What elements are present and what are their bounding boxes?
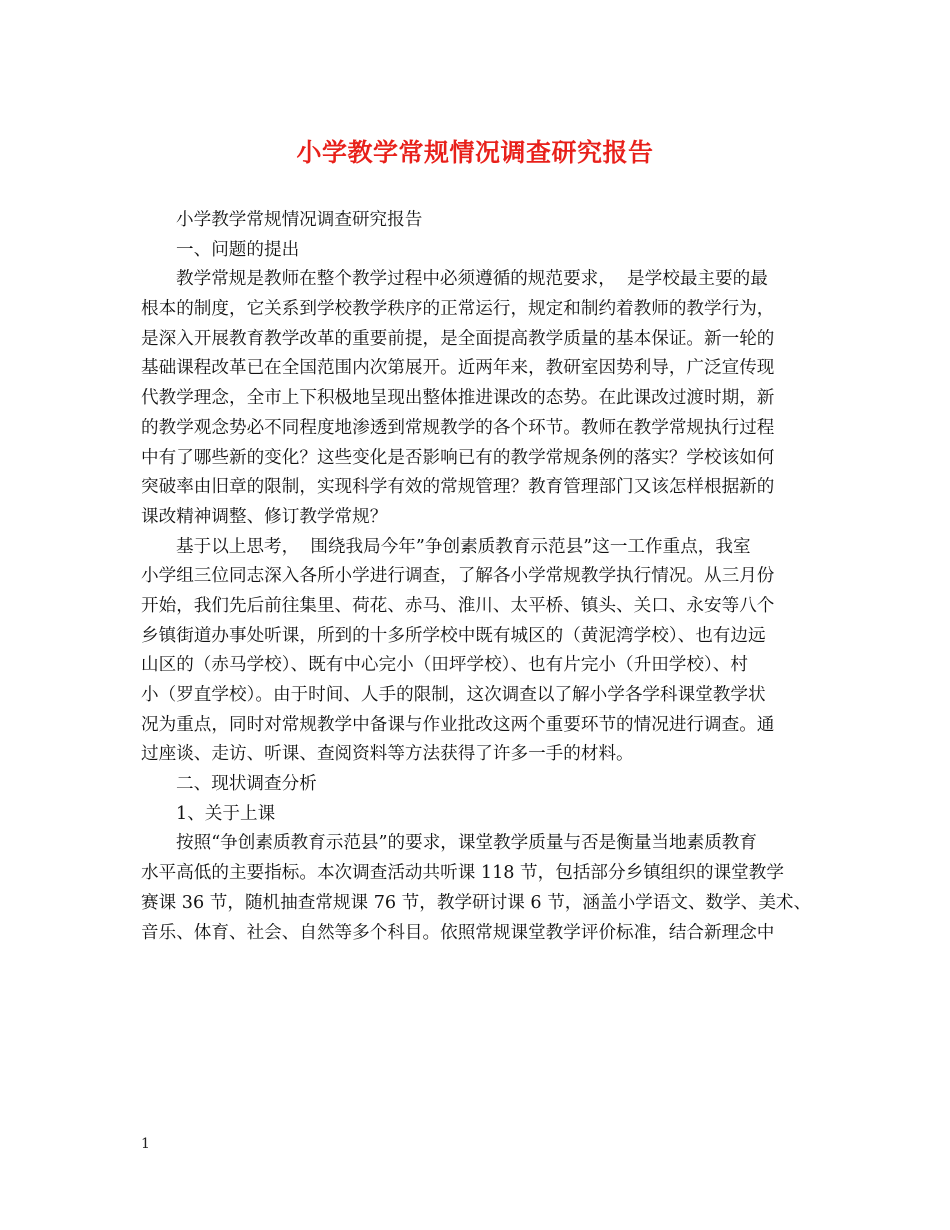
text-line: 小学教学常规情况调查研究报告 [176, 210, 423, 230]
text-line: 山区的（赤马学校）、既有中心完小（田坪学校）、也有片完小（升田学校）、村 [141, 655, 748, 676]
text-line: 一、问题的提出 [176, 239, 300, 260]
text-line: 是深入开展教育教学改革的重要前提，是全面提高教学质量的基本保证。新一轮的 [141, 328, 775, 349]
text-line: 代教学理念，全市上下积极地呈现出整体推进课改的态势。在此课改过渡时期，新 [141, 388, 775, 409]
document-body [141, 206, 821, 948]
text-line: 基于以上思考， 围绕我局今年”争创素质教育示范县”这一工作重点，我室 [176, 536, 751, 557]
text-line: 教学常规是教师在整个教学过程中必须遵循的规范要求， 是学校最主要的最 [176, 269, 768, 290]
text-line: 过座谈、走访、听课、查阅资料等方法获得了许多一手的材料。 [141, 744, 634, 765]
page-number: 1 [141, 1136, 150, 1152]
text-line: 开始，我们先后前往集里、荷花、赤马、淮川、太平桥、镇头、关口、永安等八个 [141, 595, 775, 616]
text-line: 小（罗直学校）。由于时间、人手的限制，这次调查以了解小学各学科课堂教学状 [141, 685, 766, 705]
text-line: 根本的制度，它关系到学校教学秩序的正常运行，规定和制约着教师的教学行为， [141, 299, 775, 320]
text-line: 水平高低的主要指标。本次调查活动共听课 118 节，包括部分乡镇组织的课堂教学 [141, 863, 784, 884]
text-line: 基础课程改革已在全国范围内次第展开。近两年来，教研室因势利导，广泛宣传现 [141, 358, 775, 379]
text-line: 乡镇街道办事处听课，所到的十多所学校中既有城区的（黄泥湾学校）、也有边远 [141, 625, 766, 646]
text-line: 1、关于上课 [176, 803, 276, 824]
text-line: 中有了哪些新的变化？这些变化是否影响已有的教学常规条例的落实？学校该如何 [141, 447, 775, 468]
text-line: 课改精神调整、修订教学常规？ [141, 506, 388, 527]
text-line: 的教学观念势必不同程度地渗透到常规教学的各个环节。教师在教学常规执行过程 [141, 417, 775, 438]
text-line: 音乐、体育、社会、自然等多个科目。依照常规课堂教学评价标准，结合新理念中 [141, 922, 775, 943]
text-line: 二、现状调查分析 [176, 774, 317, 795]
text-line: 小学组三位同志深入各所小学进行调查，了解各小学常规教学执行情况。从三月份 [141, 566, 775, 587]
text-line: 突破率由旧章的限制，实现科学有效的常规管理？教育管理部门又该怎样根据新的 [141, 477, 775, 498]
text-line: 赛课 36 节，随机抽查常规课 76 节，教学研讨课 6 节，涵盖小学语文、数学、美术、 [141, 892, 812, 913]
text-line: 按照“争创素质教育示范县”的要求，课堂教学质量与否是衡量当地素质教育 [176, 833, 757, 854]
document-title: 小学教学常规情况调查研究报告 [296, 138, 654, 167]
text-line: 况为重点，同时对常规教学中备课与作业批改这两个重要环节的情况进行调查。通 [141, 714, 775, 735]
